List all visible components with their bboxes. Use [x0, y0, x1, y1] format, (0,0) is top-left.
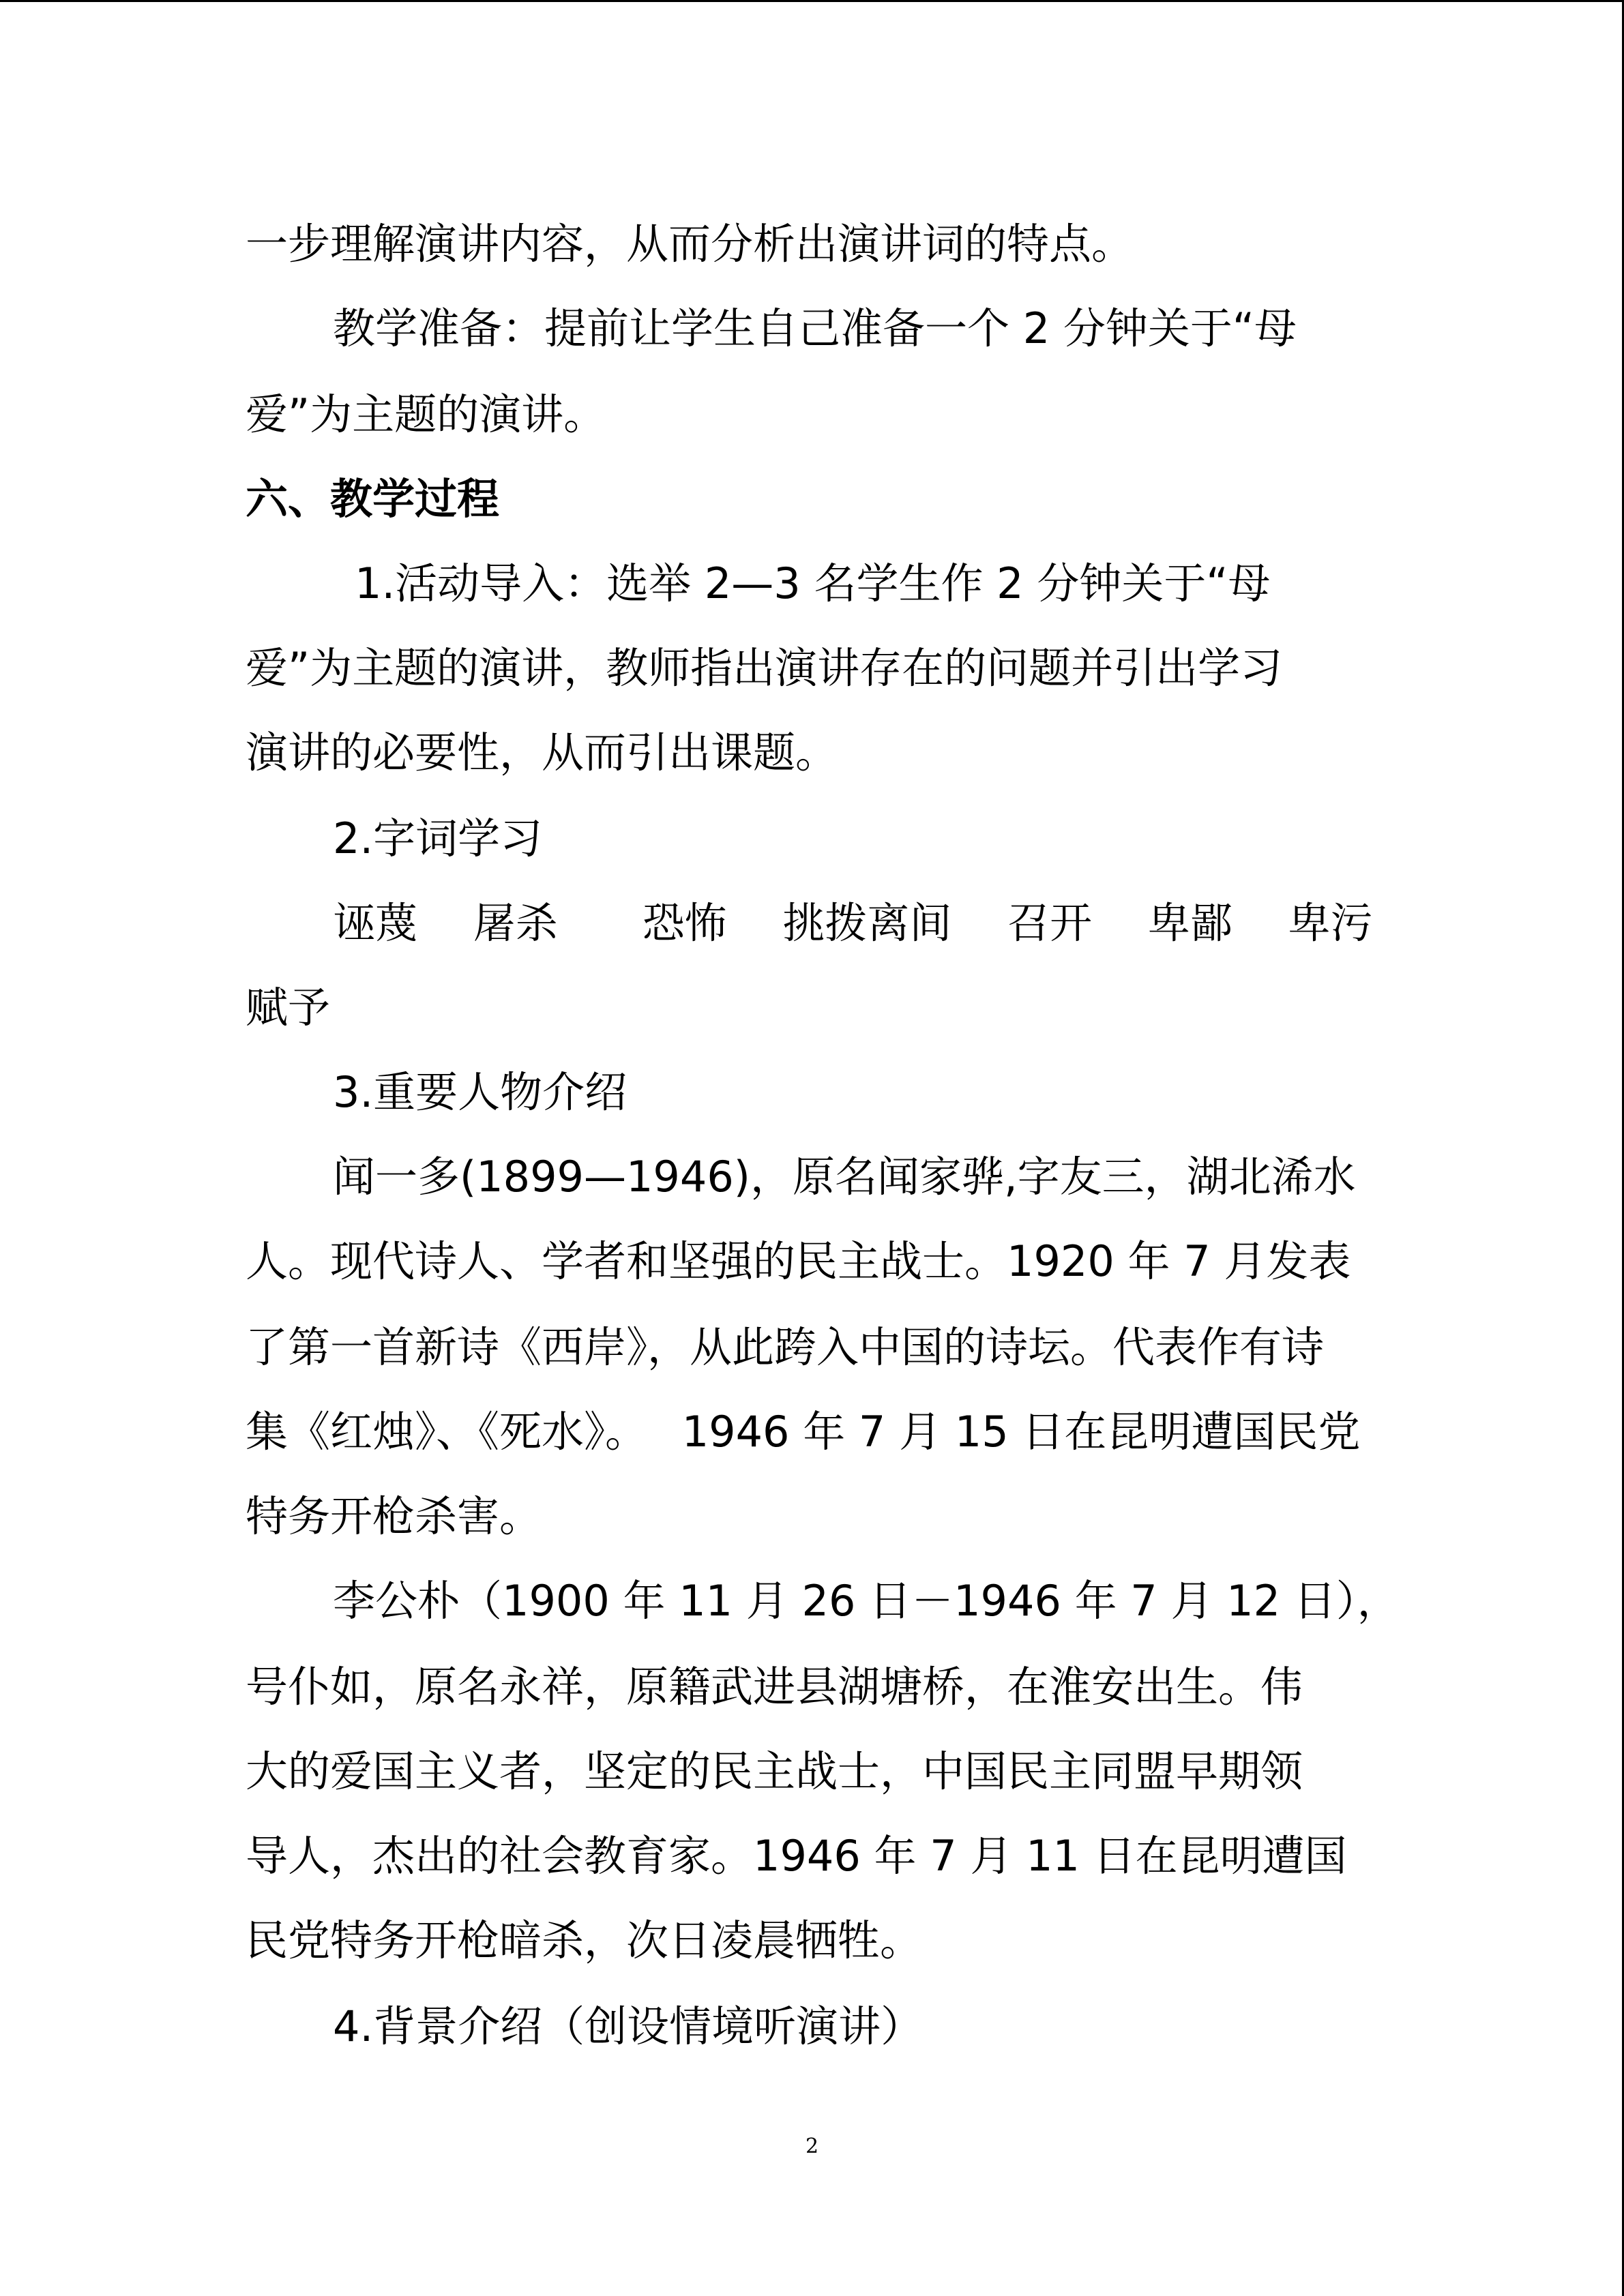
paragraph-line: 特务开枪杀害。 — [246, 1491, 542, 1541]
paragraph-line: 1.活动导入：选举 2—3 名学生作 2 分钟关于“母 — [355, 558, 1271, 608]
paragraph-line: 人。现代诗人、学者和坚强的民主战士。1920 年 7 月发表 — [246, 1236, 1351, 1286]
paragraph-line: 一步理解演讲内容，从而分析出演讲词的特点。 — [246, 219, 1134, 269]
paragraph-line: 闻一多(1899—1946)，原名闻家骅,字友三，湖北浠水 — [333, 1152, 1356, 1202]
paragraph-line: 导人，杰出的社会教育家。1946 年 7 月 11 日在昆明遭国 — [246, 1831, 1347, 1881]
paragraph-line: 号仆如，原名永祥，原籍武进县湖塘桥，在淮安出生。伟 — [246, 1662, 1303, 1712]
subsection-heading: 2.字词学习 — [333, 814, 543, 863]
paragraph-line: 李公朴（1900 年 11 月 26 日－1946 年 7 月 12 日）， — [333, 1576, 1400, 1626]
vocabulary-line: 赋予 — [246, 983, 331, 1032]
paragraph-line: 教学准备：提前让学生自己准备一个 2 分钟关于“母 — [333, 303, 1297, 353]
paragraph-line: 民党特务开枪暗杀，次日凌晨牺牲。 — [246, 1915, 923, 1965]
section-heading: 六、教学过程 — [246, 474, 500, 524]
subsection-heading: 4.背景介绍（创设情境听演讲） — [333, 2001, 924, 2051]
paragraph-line: 演讲的必要性，从而引出课题。 — [246, 728, 838, 777]
paragraph-line: 了第一首新诗《西岸》，从此跨入中国的诗坛。代表作有诗 — [246, 1322, 1325, 1372]
page-number: 2 — [805, 2134, 819, 2158]
paragraph-line: 爱”为主题的演讲，教师指出演讲存在的问题并引出学习 — [246, 643, 1283, 693]
subsection-heading: 3.重要人物介绍 — [333, 1067, 628, 1117]
paragraph-line: 集《红烛》、《死水》。 1946 年 7 月 15 日在昆明遭国民党 — [246, 1407, 1361, 1457]
paragraph-line: 大的爱国主义者，坚定的民主战士，中国民主同盟早期领 — [246, 1746, 1303, 1796]
vocabulary-line: 诬蔑 屠杀 恐怖 挑拨离间 召开 卑鄙 卑污 — [333, 898, 1373, 948]
paragraph-line: 爱”为主题的演讲。 — [246, 389, 606, 439]
